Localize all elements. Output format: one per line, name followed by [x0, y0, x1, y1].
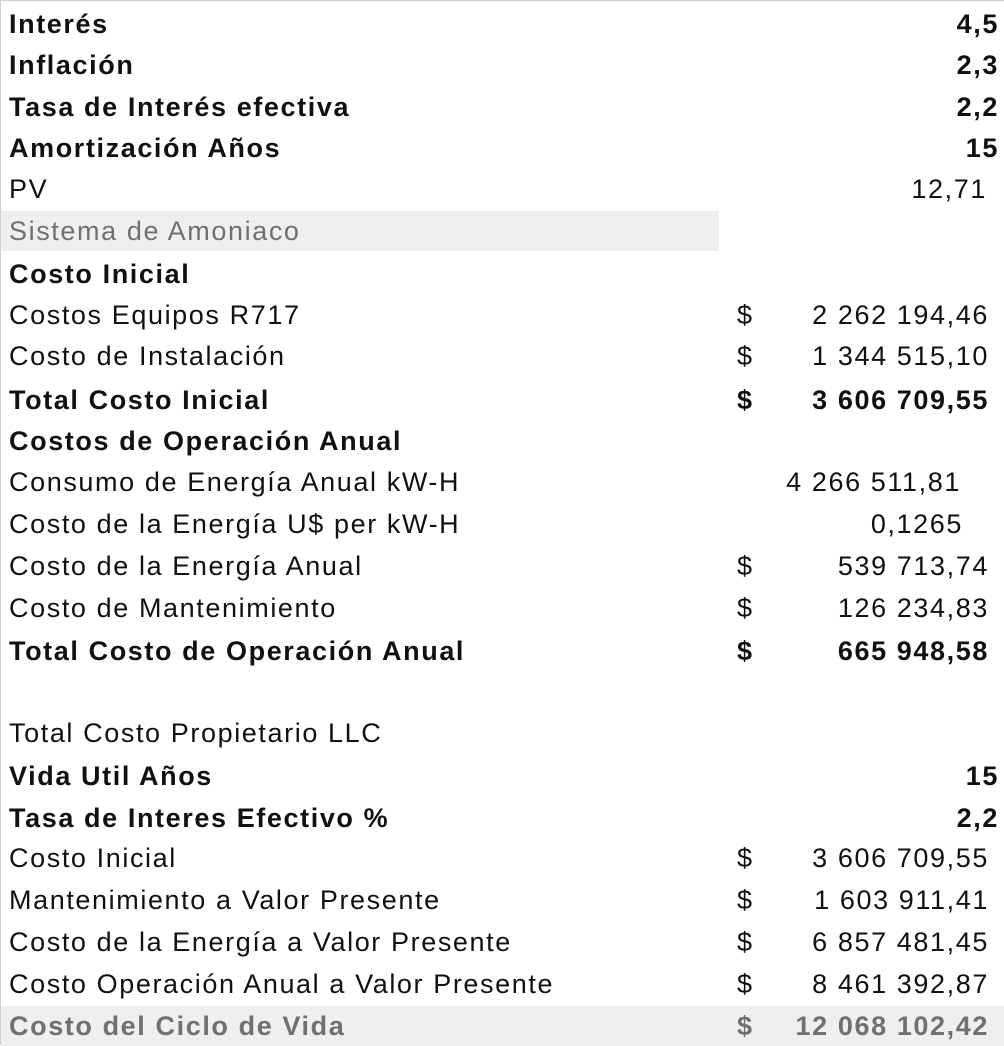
row-costo-inicial-header[interactable] — [1, 254, 1004, 294]
row-value: 2,2 — [956, 92, 999, 122]
row-value: 665 948,58 — [837, 636, 989, 666]
row-value: 1 344 515,10 — [812, 341, 989, 371]
row-section-sistema-amoniaco[interactable] — [1, 211, 1004, 251]
row-value: 8 461 392,87 — [812, 969, 989, 999]
row-label: Vida Util Años — [9, 761, 213, 791]
row-energia-valor-presente[interactable] — [1, 922, 1004, 962]
row-costo-inicial[interactable] — [1, 838, 1004, 878]
row-label: Costo Inicial — [9, 259, 191, 289]
row-label: Tasa de Interés efectiva — [9, 92, 351, 122]
row-value: 1 603 911,41 — [814, 885, 989, 915]
row-value: 6 857 481,45 — [812, 927, 989, 957]
currency-symbol: $ — [737, 341, 754, 371]
row-label: Total Costo de Operación Anual — [9, 636, 466, 666]
row-label: Costo del Ciclo de Vida — [9, 1011, 346, 1041]
row-label: Costo Inicial — [9, 843, 177, 873]
row-label: Costos de Operación Anual — [9, 426, 403, 456]
row-label: Total Costo Propietario LLC — [9, 718, 383, 748]
currency-symbol: $ — [737, 385, 754, 415]
row-inflacion[interactable] — [1, 45, 1004, 85]
row-label: Costo Operación Anual a Valor Presente — [9, 969, 555, 999]
row-vida-util[interactable] — [1, 756, 1004, 796]
row-value: 2,3 — [956, 50, 999, 80]
row-total-costo-operacion[interactable] — [1, 631, 1004, 671]
row-total-costo-inicial[interactable] — [1, 380, 1004, 420]
row-value: 4 266 511,81 — [786, 467, 961, 497]
row-value: 12 068 102,42 — [795, 1011, 989, 1041]
row-value: 3 606 709,55 — [812, 385, 989, 415]
row-pv[interactable] — [1, 169, 1004, 209]
row-value: 3 606 709,55 — [812, 843, 989, 873]
row-label: Inflación — [9, 50, 135, 80]
row-value: 2,2 — [956, 803, 999, 833]
section-header-label: Sistema de Amoniaco — [9, 216, 301, 246]
row-costo-ciclo-vida[interactable] — [1, 1006, 1004, 1046]
row-costo-instalacion[interactable] — [1, 336, 1004, 376]
row-label: Tasa de Interes Efectivo % — [9, 803, 390, 833]
row-label: Mantenimiento a Valor Presente — [9, 885, 441, 915]
row-mantenimiento-valor-presente[interactable] — [1, 880, 1004, 920]
row-label: Costo de Instalación — [9, 341, 286, 371]
row-costos-equipos[interactable] — [1, 295, 1004, 335]
row-interes[interactable] — [1, 4, 1004, 44]
row-value: 539 713,74 — [837, 551, 989, 581]
row-label: Total Costo Inicial — [9, 385, 270, 415]
row-value: 4,5 — [956, 9, 999, 39]
row-costo-mantenimiento[interactable] — [1, 588, 1004, 628]
row-operacion-valor-presente[interactable] — [1, 964, 1004, 1004]
currency-symbol: $ — [737, 969, 754, 999]
row-value: 15 — [965, 761, 999, 791]
row-tasa-interes-efectiva[interactable] — [1, 87, 1004, 127]
currency-symbol: $ — [737, 593, 754, 623]
currency-symbol: $ — [737, 1011, 754, 1041]
row-value: 15 — [965, 133, 999, 163]
currency-symbol: $ — [737, 885, 754, 915]
currency-symbol: $ — [737, 300, 754, 330]
row-label: Amortización Años — [9, 133, 282, 163]
row-label: Consumo de Energía Anual kW-H — [9, 467, 461, 497]
currency-symbol: $ — [737, 843, 754, 873]
row-total-costo-propietario[interactable] — [1, 713, 1004, 753]
row-label: PV — [9, 174, 49, 204]
row-value: 2 262 194,46 — [812, 300, 989, 330]
row-consumo-energia[interactable] — [1, 462, 1004, 502]
currency-symbol: $ — [737, 636, 754, 666]
row-costos-operacion-header[interactable] — [1, 421, 1004, 461]
row-amortizacion-anos[interactable] — [1, 128, 1004, 168]
row-label: Costo de la Energía a Valor Presente — [9, 927, 512, 957]
row-label: Costo de la Energía U$ per kW-H — [9, 509, 461, 539]
row-label: Costo de la Energía Anual — [9, 551, 363, 581]
row-label: Costo de Mantenimiento — [9, 593, 337, 623]
row-costo-energia-kwh[interactable] — [1, 504, 1004, 544]
row-value: 126 234,83 — [837, 593, 989, 623]
currency-symbol: $ — [737, 551, 754, 581]
row-value: 12,71 — [911, 174, 987, 204]
row-costo-energia-anual[interactable] — [1, 546, 1004, 586]
row-value: 0,1265 — [870, 509, 963, 539]
currency-symbol: $ — [737, 927, 754, 957]
row-label: Costos Equipos R717 — [9, 300, 301, 330]
row-tasa-interes-efectivo[interactable] — [1, 798, 1004, 838]
row-label: Interés — [9, 9, 109, 39]
row-empty[interactable] — [1, 672, 1004, 712]
